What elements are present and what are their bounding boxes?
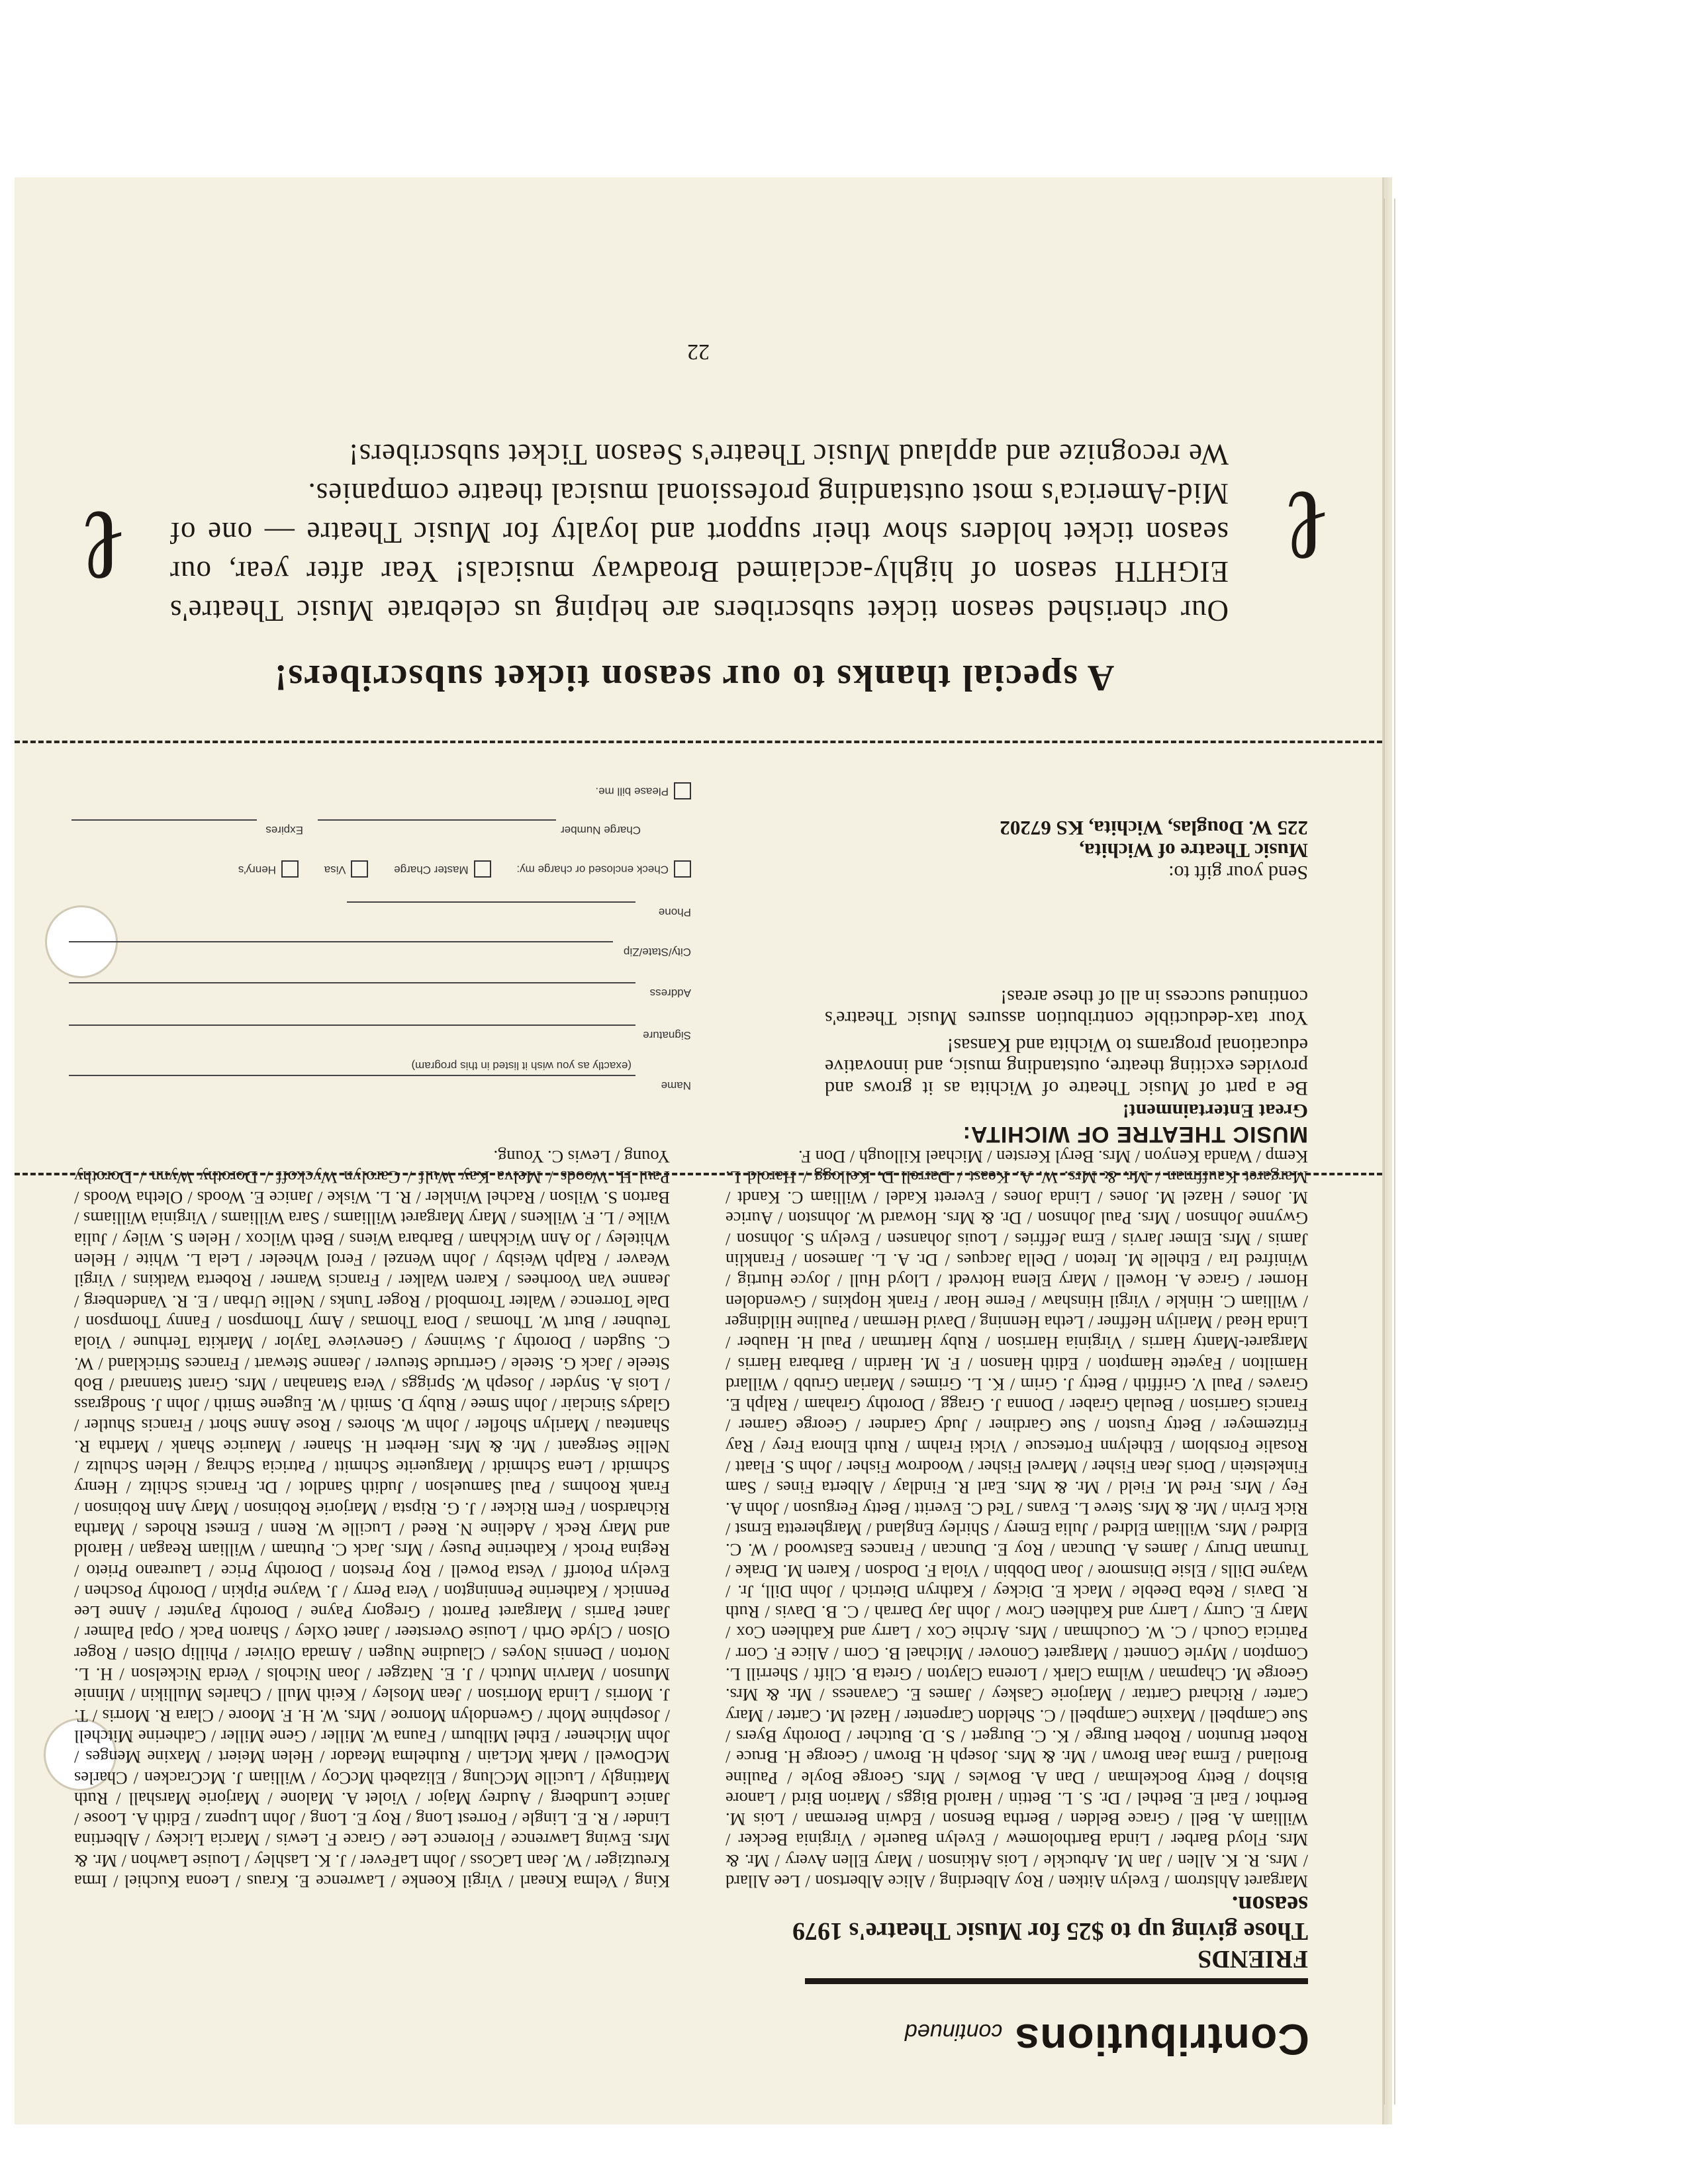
signature-line[interactable] [69, 1024, 635, 1026]
mailing-address [911, 817, 1308, 862]
name-label: Name [661, 1079, 691, 1092]
address-field[interactable] [69, 979, 691, 999]
address-label: Address [649, 987, 691, 999]
page-number: 22 [687, 340, 710, 364]
charge-number-field[interactable] [71, 817, 641, 837]
phone-label: Phone [658, 906, 691, 919]
address-line-2: 225 W. Douglas, Wichita, KS 67202 [1000, 817, 1308, 840]
thanks-body [169, 435, 1229, 630]
charge-number-label: Charge Number [561, 824, 641, 837]
flourish-ornament-right: ℓ [79, 488, 127, 604]
program-page [15, 177, 1382, 2124]
expires-line[interactable] [71, 819, 257, 821]
expires-label: Expires [265, 824, 303, 837]
check-enclosed-label: Check enclosed or charge my: [516, 863, 669, 876]
friends-subheading: Those giving up to $25 for Music Theatre's 1979 season. [792, 1891, 1308, 1945]
address-line[interactable] [69, 982, 635, 983]
phone-line[interactable] [347, 901, 635, 903]
donate-heading: MUSIC THEATRE OF WICHITA: [962, 1122, 1308, 1147]
bill-me-checkbox[interactable] [674, 782, 691, 799]
friends-heading-rule [805, 1978, 1308, 1984]
thanks-closing: We recognize and applaud Music Theatre's Season Ticket subscribers! [348, 438, 1229, 471]
charge-number-line[interactable] [318, 819, 556, 821]
cut-line-top [15, 1173, 1382, 1175]
bill-me-option [426, 780, 691, 799]
name-field[interactable] [69, 1060, 691, 1092]
thanks-paragraph: Our cherished season ticket subscribers are helping us celebrate Music Theatre's EIGHTH season of highly-acclaimed Broadway musicals! Year after year, our season ticket holders show their support and loyalty for Music Theatre — one of Mid-America's most outstanding professional musical theatre companies. [169, 477, 1229, 627]
visa-label: Visa [324, 863, 346, 876]
bill-me-label: Please bill me. [595, 785, 669, 798]
name-line[interactable] [69, 1075, 635, 1076]
paper-stack-edge [1383, 199, 1395, 2105]
signature-label: Signature [643, 1029, 691, 1042]
henrys-checkbox[interactable] [281, 860, 299, 878]
donate-paragraph-1: Be a part of Music Theatre of Wichita as it grows and provides exciting theatre, outstanding music, and innovative educational programs to Wichita and Kansas! [825, 1034, 1308, 1099]
donate-paragraph-2: Your tax-deductible contribution assures Music Theatre's continued success in all of these areas! [825, 986, 1308, 1030]
donate-subheading: Great Entertainment! [1122, 1100, 1308, 1122]
city-label: City/State/Zip [623, 946, 691, 958]
contributions-continued-label: continued [904, 2019, 1003, 2044]
thanks-heading: A special thanks to our season ticket subscribers! [273, 657, 1115, 698]
friends-heading: FRIENDS [1197, 1945, 1308, 1973]
donate-body [825, 986, 1308, 1099]
donor-names-right-column: King / Velma Knearl / Virgil Koenke / Lawrence E. Kraus / Leona Kuchiel / Irma Kreutziger / W. Jean LaCoss / John LaFever / J. K. Lashley / Louise Lawhon / Mr. & Mrs. Ewing Lawrence / Florence Lee / Grace F. Lewis / Marcia Lickey / Albertina Linder / R. E. Lingle / Forrest Long / Roy E. Long / John Lupenz / Edith A. Loose / Janice Lundberg / Audrey Major / Violet A. Malone / Marjorie Marshall / Ruth Mattingly / Lucille McClung / Elizabeth McCoy / William J. McCracken / Charles McDowell / Mark McLain / Ruthelma Meador / Helen Meiert / Maxine Menges / John Michener / Ethel Milburn / Fauna W. Miller / Gene Miller / Catherine Mitchell / Josephine Mohr / Gwendolyn Monroe / Mrs. W. H. F. Moore / Clara R. Morris / T. J. Morris / Linda Morrison / Jean Mosley / Keith Mull / Charles Mullikin / Minnie Munson / Marvin Mutch / J. E. Natzger / Joan Nichols / Verda Nickelson / H. L. Norton / Dennis Noyes / Claudine Nugen / Amada Olivier / Phillip Olsen / Roger Olson / Clyde Orth / Louise Oversteer / Janet Oxley / Sharon Pack / Opal Palmer / Janet Parris / Margaret Parrott / Gregory Payne / Dorothy Paynter / Anne Lee Pennick / Katherine Pennington / Vera Perry / J. Wayne Pipkin / Dorothy Poschen / Evelyn Potorff / Vesta Powell / Roy Preston / Dorothy Price / Laureano Prieto / Regina Prock / Katherine Pusey / Mrs. Jack C. Putnam / William Reagan / Harold and Mary Reck / Adeline N. Reed / Lucille W. Renn / Ernest Rhodes / Martha Richardson / Fern Ricker / J. G. Ripsta / Marjorie Robinson / Mary Ann Robinson / Frank Roohms / Paul Samuelson / Judith Sandlot / Dr. Francis Schiltz / Henry Schmidt / Lena Schmidt / Marguerite Schmitt / Patricia Schrag / Helen Schultz / Nellie Sergeant / Mr. & Mrs. Herbert H. Shaner / Maurice Shank / Martha R. Shanteau / Marilyn Shofler / John W. Shores / Rose Anne Short / Francis Shutler / Gladys Sinclair / John Smee / Ruby D. Smith / W. Eugene Smith / John J. Snodgrass / Lois A. Snyder / Joseph W. Spriggs / Vera Stanahan / Mrs. Grant Stannard / Bob Steele / Jack G. Steele / Gertrude Steuver / Jeanne Stewart / Frances Strickland / W. C. Sugden / Dorothy J. Swinney / Genevieve Taylor / Markita Terhune / Viola Teubner / Burt W. Thomas / Dora Thomas / Amy Thompson / Fanny Thompson / Dale Torrence / Walter Trombold / Roger Tunks / Nellie Urban / E. R. Vandenberg / Jeanne Van Voorhees / Karen Walker / Francis Warner / Roberta Watkins / Virgil Weaver / Ralph Weisby / John Wenzel / Ferol Wheeler / Lela L. White / Helen Whiteley / Jo Ann Wickham / Barbara Wiens / Beth Wilcox / Helen S. Wiley / Julia Wilke / L. F. Wilkens / Mary Margaret Williams / Sara Williams / Virginia Williams / Barton S. Wilson / Rachel Winkler / R. L. Wiske / Janice E. Woods / Oletha Woods / Paul H. Woods / Melva Kay Wulf / Carolyn Wyckoff / Dorothy Wynn / Dorothy Young / Lewis C. Young. [74, 1146, 670, 1891]
contributions-title [581, 2015, 1309, 2065]
send-gift-label: Send your gift to: [1168, 862, 1308, 884]
city-line[interactable] [69, 941, 613, 942]
flourish-ornament-left: ℓ [1283, 469, 1331, 584]
master-charge-checkbox[interactable] [474, 860, 491, 878]
cut-line-bottom [15, 741, 1382, 743]
address-line-1: Music Theatre of Wichita, [1079, 839, 1308, 862]
donor-names-left-column: Margaret Ahlstrom / Evelyn Aitken / Roy Alberding / Alice Albertson / Lee Allard / Mrs. R. K. Allen / Jan M. Arbuckle / Lois Atkinson / Mary Ellen Avery / Mr. & Mrs. Floyd Barber / Linda Bartholomew / Evelyn Bauerle / Virginia Becker / William A. Bell / Grace Belden / Bertha Benson / Edwin Bereman / Lois M. Berthot / Earl E. Bethel / Dr. S. L. Bettin / Harold Biggs / Marion Bird / Lanore Bishop / Betty Bockelman / Dan A. Bowles / Mrs. George Boyle / Pauline Broiland / Erma Jean Brown / Mr. & Mrs. Joseph H. Brown / George H. Bruce / Robert Brunton / Robert Burge / K. C. Burgert / S. D. Butcher / Dorothy Byers / Sue Campbell / Maxine Campbell / C. Sheldon Carpenter / Hazel M. Carter / Mary Carter / Richard Carttar / Marjorie Caskey / James E. Cavaness / Mr. & Mrs. George M. Chapman / Wilma Clark / Lorena Clayton / Greta B. Clift / Sherrill L. Compton / Myrle Connett / Margaret Conover / Michael B. Corn / Alice F. Corr / Patricia Couch / C. W. Couchman / Mrs. Archie Cox / Larry and Kathleen Cox / Mary E. Curry / Larry and Kathleen Crow / John Jay Darrah / C. B. Davis / Ruth R. Davis / Reba Deeble / Mack E. Dickey / Kathryn Dietrich / John Dill, Jr. / Wayne Dills / Elsie Dinsmore / Joan Dobbin / Viola F. Dodson / Karen M. Drake / Truman Drury / James A. Duncan / Roy E. Duncan / Frances Eastwood / W. C. Eldred / Mrs. William Eldred / Julia Emery / Shirley England / Margheretta Ernst / Rick Ervin / Mr. & Mrs. Steve L. Evans / Ted C. Everitt / Betty Ferguson / John A. Fey / Mrs. Fred M. Field / Mr. & Mrs. Earl R. Findlay / Alberta Fines / Sam Finkelstein / Doris Jean Fisher / Marvel Fisher / Woodrow Fisher / John S. Flaatt / Rosalie Forsblom / Ethelynn Fortescue / Vicki Frahm / Ruth Elnora Frey / Ray Fritzemeyer / Betty Fuston / Sue Gardiner / Judy Gardner / George Garner / Francis Garrison / Beulah Graber / Donna J. Gragg / Dorothy Graham / Ralph E. Graves / Paul V. Griffith / Betty J. Grim / K. L. Grimes / Marian Grubb / Willard Hamilton / Fayette Hampton / Edith Hanson / F. M. Hardin / Barbara Harris / Margaret-Manty Harris / Virginia Harrison / Ruby Hartman / Paul H. Hauber / Linda Head / Marilyn Heffner / Letha Henning / David Herman / Pauline Hildinger / William C. Hinkle / Virgil Hinshaw / Ferne Hoar / Frank Hopkins / Gwendolen Horner / Grace A. Howell / Mary Elena Hotvedt / Lloyd Hull / Joyce Hurtig / Winifred Ira / Ethelle M. Ireton / Della Jacques / Dr. A. L. Jameson / Franklin Jamis / Mrs. Elmer Jarvis / Erna Jeffries / Louis Johansen / Evelyn S. Johnson / Gwynne Johnson / Mrs. Paul Johnson / Dr. & Mrs. Howard W. Johnston / Aurice M. Jones / Hazel M. Jones / Linda Jones / Everett Kadel / William C. Kandt / Margaret Kauffman / Mr. & Mrs. W. A. Keast / Darrell D. Kellogg / Harold L. Kemp / Wanda Kenyon / Mrs. Beryl Kersten / Michael Killough / Don F. [726, 1146, 1308, 1891]
city-state-zip-field[interactable] [69, 938, 691, 958]
master-charge-label: Master Charge [394, 863, 469, 876]
name-hint: (exactly as you wish it listed in this program) [411, 1060, 632, 1072]
phone-field[interactable] [347, 899, 691, 919]
payment-options [69, 858, 691, 878]
signature-field[interactable] [69, 1022, 691, 1042]
check-enclosed-checkbox[interactable] [674, 860, 691, 878]
henrys-label: Henry's [238, 863, 276, 876]
visa-checkbox[interactable] [351, 860, 368, 878]
contributions-title-text: Contributions [1014, 2015, 1309, 2064]
